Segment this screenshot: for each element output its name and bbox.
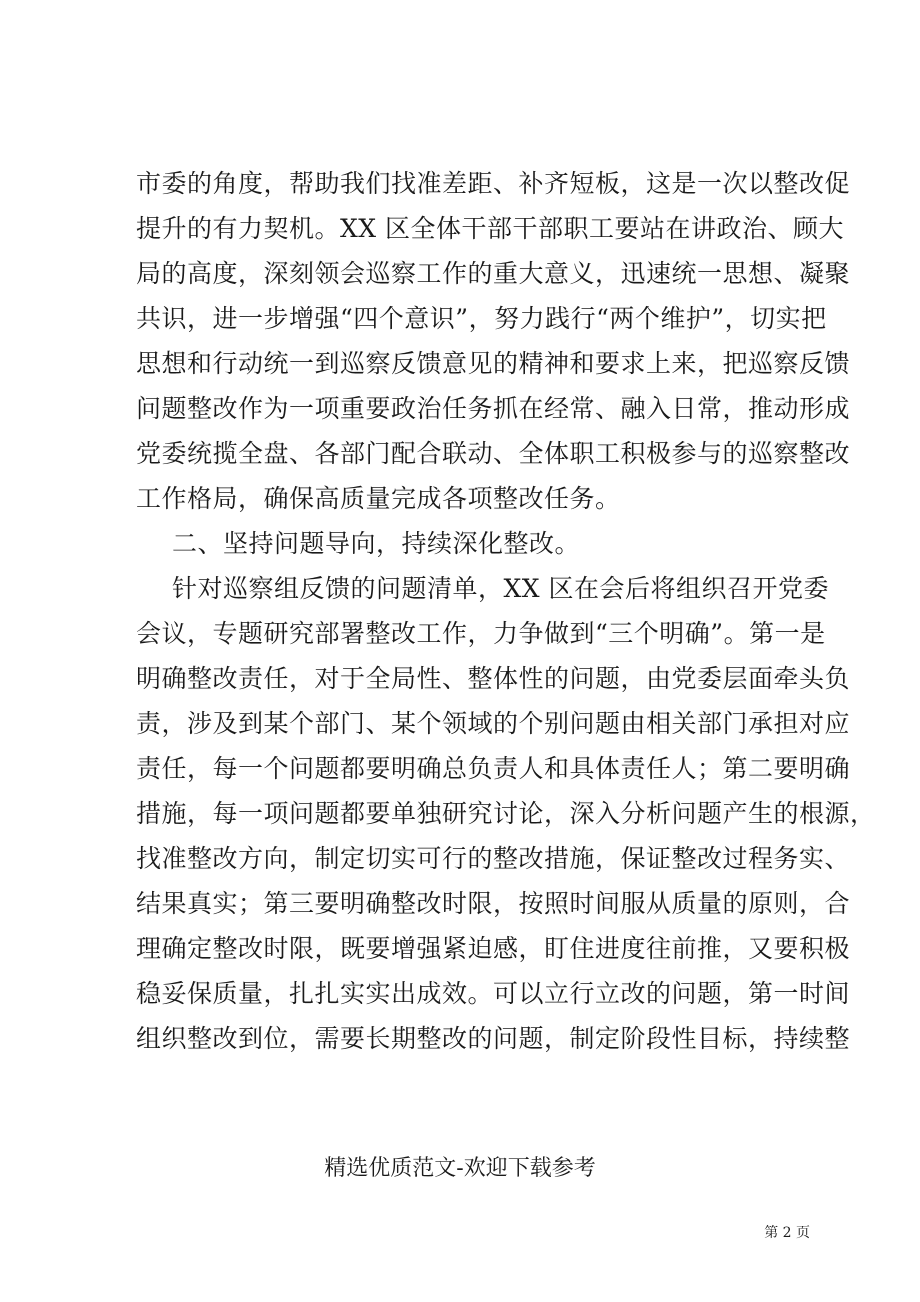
body-text-line: 问题整改作为一项重要政治任务抓在经常、融入日常，推动形成	[136, 394, 851, 423]
body-text-line: 责，涉及到某个部门、某个领域的个别问题由相关部门承担对应	[136, 709, 851, 738]
body-text-line: 会议，专题研究部署整改工作，力争做到“三个明确”。第一是	[136, 619, 826, 648]
body-text-line: 局的高度，深刻领会巡察工作的重大意义，迅速统一思想、凝聚	[136, 259, 851, 288]
body-text-line: 稳妥保质量，扎扎实实出成效。可以立行立改的问题，第一时间	[136, 979, 851, 1008]
body-text-line: 找准整改方向，制定切实可行的整改措施，保证整改过程务实、	[136, 844, 851, 873]
body-text-line: 结果真实；第三要明确整改时限，按照时间服从质量的原则，合	[136, 889, 851, 918]
body-text-line: 理确定整改时限，既要增强紧迫感，盯住进度往前推，又要积极	[136, 934, 851, 963]
footer-note: 精选优质范文-欢迎下载参考	[324, 1156, 596, 1181]
body-text-line: 思想和行动统一到巡察反馈意见的精神和要求上来，把巡察反馈	[136, 349, 851, 378]
body-text-line: 措施，每一项问题都要单独研究讨论，深入分析问题产生的根源，	[136, 799, 876, 828]
body-text-line: 明确整改责任，对于全局性、整体性的问题，由党委层面牵头负	[136, 664, 851, 693]
body-text-line: 党委统揽全盘、各部门配合联动、全体职工积极参与的巡察整改	[136, 439, 851, 468]
body-text-line: 工作格局，确保高质量完成各项整改任务。	[136, 484, 621, 513]
section-heading: 二、坚持问题导向，持续深化整改。	[172, 529, 581, 558]
body-text-line: 责任，每一个问题都要明确总负责人和具体责任人；第二要明确	[136, 754, 851, 783]
body-text-line: 提升的有力契机。XX 区全体干部干部职工要站在讲政治、顾大	[136, 214, 845, 243]
page-number: 第 2 页	[764, 1225, 810, 1241]
body-text-line: 针对巡察组反馈的问题清单，XX 区在会后将组织召开党委	[172, 574, 830, 603]
body-text-line: 共识，进一步增强“四个意识”，努力践行“两个维护”，切实把	[136, 304, 827, 333]
body-text-line: 市委的角度，帮助我们找准差距、补齐短板，这是一次以整改促	[136, 169, 851, 198]
body-text-line: 组织整改到位，需要长期整改的问题，制定阶段性目标，持续整	[136, 1024, 851, 1053]
